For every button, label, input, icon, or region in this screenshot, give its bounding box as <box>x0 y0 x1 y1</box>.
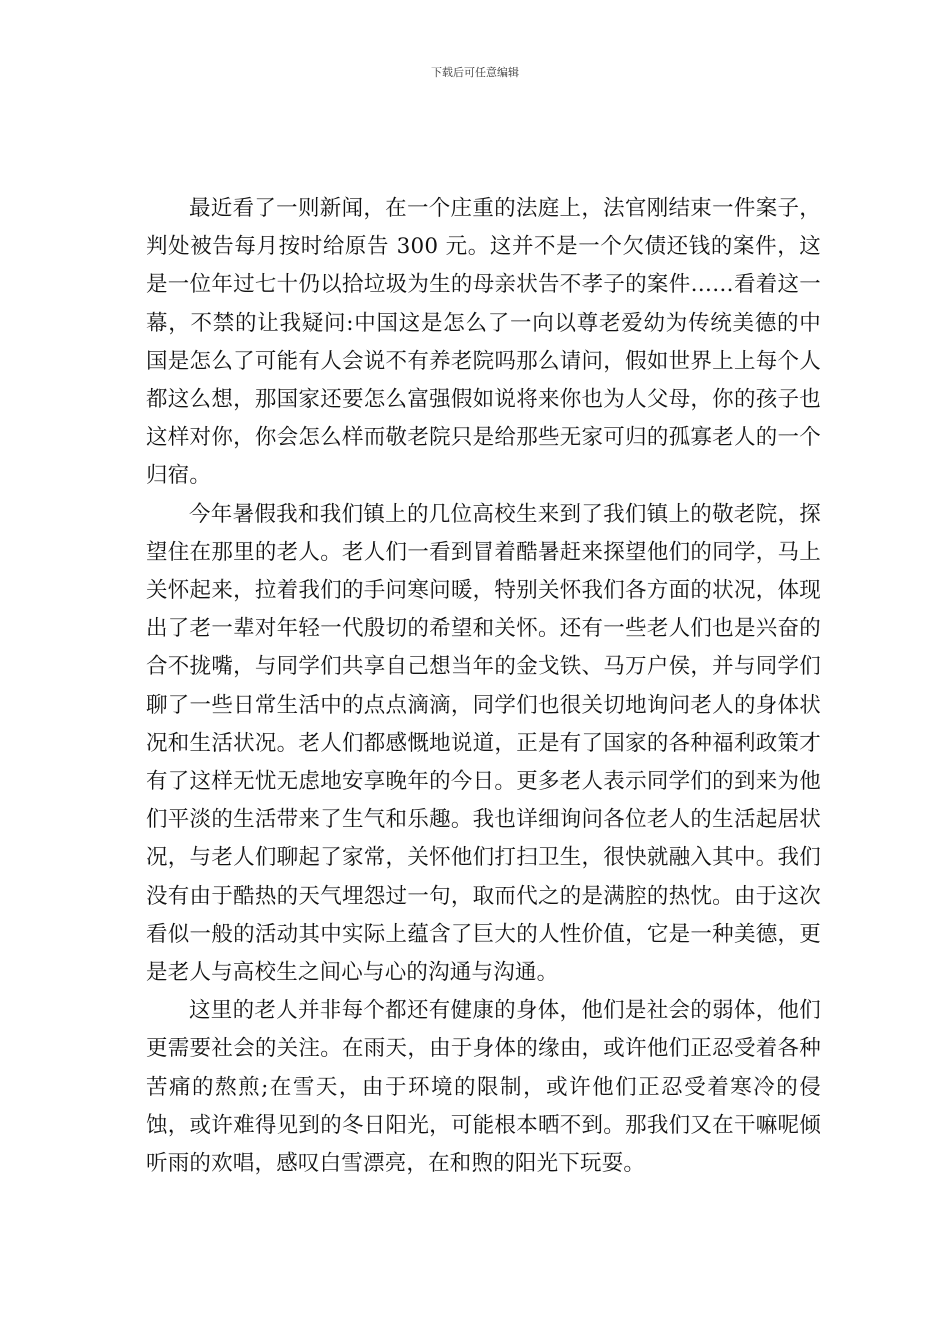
paragraph-nursing-home-visit: 今年暑假我和我们镇上的几位高校生来到了我们镇上的敬老院，探望住在那里的老人。老人们一看到冒着酷暑赶来探望他们的同学，马上关怀起来，拉着我们的手问寒问暖，特别关怀我们各方面的状况，体现出了老一辈对年轻一代殷切的希望和关怀。还有一些老人们也是兴奋的合不拢嘴，与同学们共享自己想当年的金戈铁、马万户侯，并与同学们聊了一些日常生活中的点点滴滴，同学们也很关切地询问老人的身体状况和生活状况。老人们都感慨地说道，正是有了国家的各种福利政策才有了这样无忧无虑地安享晚年的今日。更多老人表示同学们的到来为他们平淡的生活带来了生气和乐趣。我也详细询问各位老人的生活起居状况，与老人们聊起了家常，关怀他们打扫卫生，很快就融入其中。我们没有由于酷热的天气埋怨过一句，取而代之的是满腔的热忱。由于这次看似一般的活动其中实际上蕴含了巨大的人性价值，它是一种美德，更是老人与高校生之间心与心的沟通与沟通。 <box>146 501 821 986</box>
page-header: 下载后可任意编辑 <box>431 66 519 79</box>
article-body <box>146 190 821 1183</box>
paragraph-news: 最近看了一则新闻，在一个庄重的法庭上，法官刚结束一件案子，判处被告每月按时给原告 300 元。这并不是一个欠债还钱的案件，这是一位年过七十仍以拾垃圾为生的母亲状告不孝子的案件……看着这一幕，不禁的让我疑问:中国这是怎么了一向以尊老爱幼为传统美德的中国是怎么了可能有人会说不有养老院吗那么请问，假如世界上上每个人都这么想，那国家还要怎么富强假如说将来你也为人父母，你的孩子也这样对你，你会怎么样而敬老院只是给那些无家可归的孤寡老人的一个归宿。 <box>146 196 821 489</box>
paragraph-elderly-health: 这里的老人并非每个都还有健康的身体，他们是社会的弱体，他们更需要社会的关注。在雨天，由于身体的缘由，或许他们正忍受着各种苦痛的熬煎;在雪天，由于环境的限制，或许他们正忍受着寒冷的侵蚀，或许难得见到的冬日阳光，可能根本晒不到。那我们又在干嘛呢倾听雨的欢唱，感叹白雪漂亮，在和煦的阳光下玩耍。 <box>146 998 821 1177</box>
